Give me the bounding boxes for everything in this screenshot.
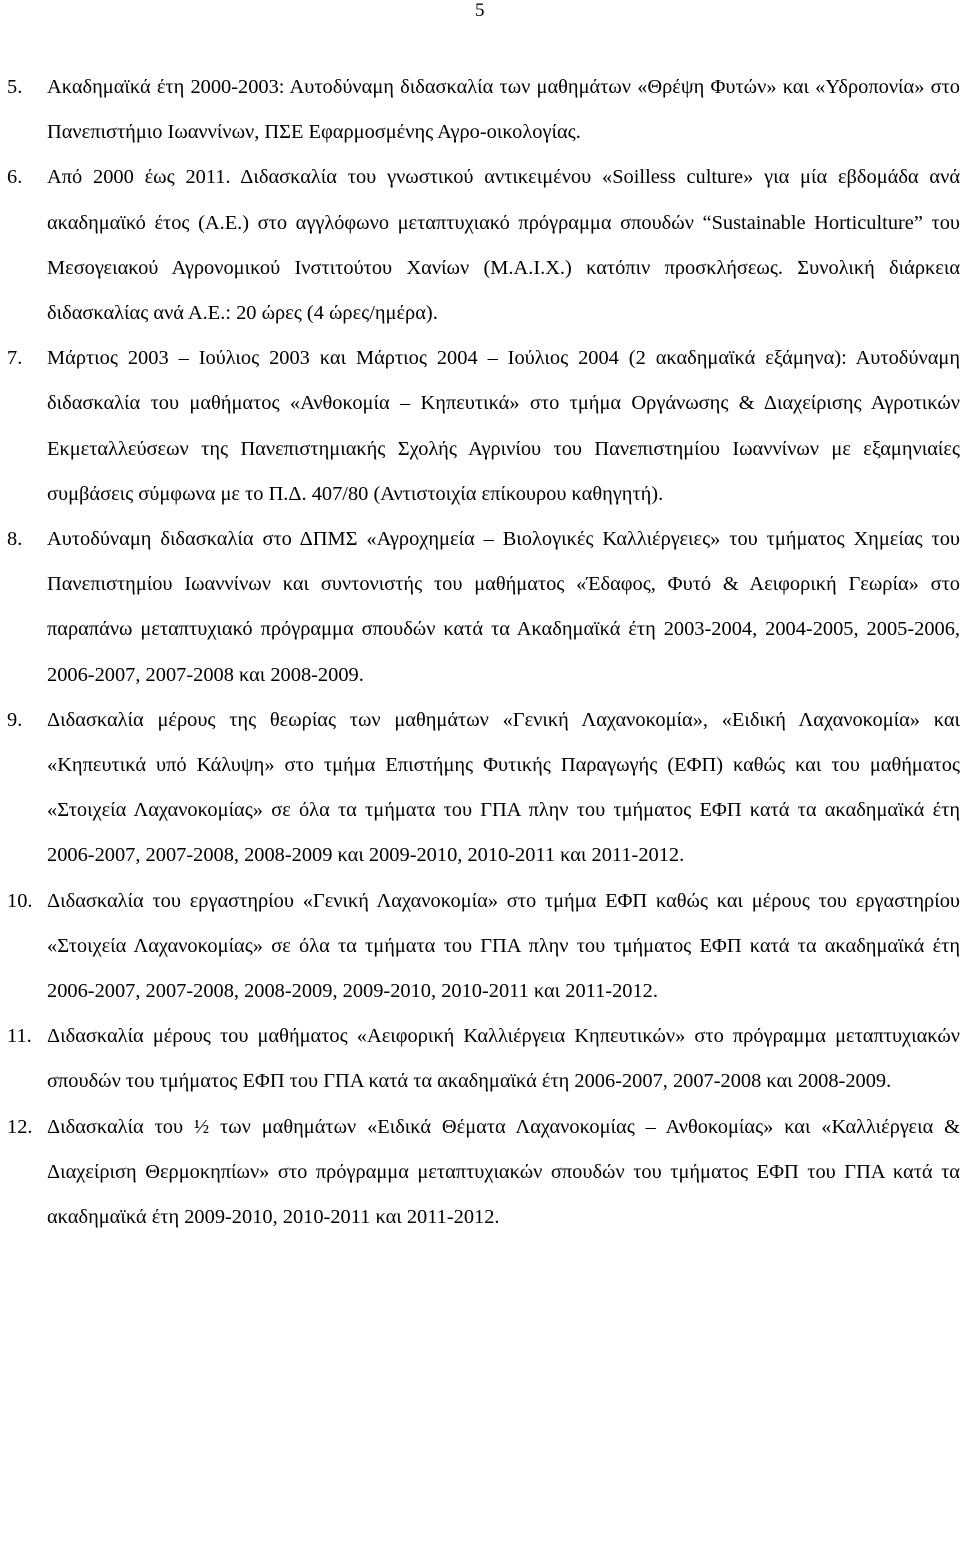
list-item-number: 12.: [7, 1115, 33, 1138]
list-item-text: Αυτοδύναμη διδασκαλία στο ΔΠΜΣ «Αγροχημεία – Βιολογικές Καλλιέργειες» του τμήματος Χημείας του Πανεπιστημίου Ιωαννίνων και συντονιστής του μαθήματος «Έδαφος, Φυτό & Αειφορική Γεωρία» στο παραπάνω μεταπτυχιακό πρόγραμμα σπουδών κατά τα Ακαδημαϊκά έτη 2003-2004, 2004-2005, 2005-2006, 2006-2007, 2007-2008 και 2008-2009.: [47, 528, 960, 686]
list-item: [0, 336, 960, 517]
list-item: [0, 65, 960, 155]
list-item-number: 7.: [7, 347, 23, 370]
list-item: [0, 1105, 960, 1241]
list-item-text: Διδασκαλία του ½ των μαθημάτων «Ειδικά Θέματα Λαχανοκομίας – Ανθοκομίας» και «Καλλιέργεια & Διαχείριση Θερμοκηπίων» στο πρόγραμμα μεταπτυχιακών σπουδών του τμήματος ΕΦΠ του ΓΠΑ κατά τα ακαδημαϊκά έτη 2009-2010, 2010-2011 και 2011-2012.: [47, 1115, 960, 1229]
list-item: [0, 698, 960, 879]
list-item-number: 11.: [7, 1025, 32, 1048]
list-item-text: Διδασκαλία μέρους της θεωρίας των μαθημάτων «Γενική Λαχανοκομία», «Ειδική Λαχανοκομία» και «Κηπευτικά υπό Κάλυψη» στο τμήμα Επιστήμης Φυτικής Παραγωγής (ΕΦΠ) καθώς και του μαθήματος «Στοιχεία Λαχανοκομίας» σε όλα τα τμήματα του ΓΠΑ πλην του τμήματος ΕΦΠ κατά τα ακαδημαϊκά έτη 2006-2007, 2007-2008, 2008-2009 και 2009-2010, 2010-2011 και 2011-2012.: [47, 708, 960, 867]
list-item-text: Ακαδημαϊκά έτη 2000-2003: Αυτοδύναμη διδασκαλία των μαθημάτων «Θρέψη Φυτών» και «Υδροπονία» στο Πανεπιστήμιο Ιωαννίνων, ΠΣΕ Εφαρμοσμένης Αγρο-οικολογίας.: [47, 76, 960, 144]
list-item-number: 9.: [7, 708, 23, 731]
list-item-text: Από 2000 έως 2011. Διδασκαλία του γνωστικού αντικειμένου «Soilless culture» για μία εβδομάδα ανά ακαδημαϊκό έτος (Α.Ε.) στο αγγλόφωνο μεταπτυχιακό πρόγραμμα σπουδών “Sustainable Horticulture” του Μεσογειακού Αγρονομικού Ινστιτούτου Χανίων (Μ.Α.Ι.Χ.) κατόπιν προσκλήσεως. Συνολική διάρκεια διδασκαλίας ανά Α.Ε.: 20 ώρες (4 ώρες/ημέρα).: [47, 166, 960, 325]
list-item: [0, 879, 960, 1015]
page-number: 5: [475, 0, 485, 21]
list-item-text: Διδασκαλία του εργαστηρίου «Γενική Λαχανοκομία» στο τμήμα ΕΦΠ καθώς και μέρους του εργαστηρίου «Στοιχεία Λαχανοκομίας» σε όλα τα τμήματα του ΓΠΑ πλην του τμήματος ΕΦΠ κατά τα ακαδημαϊκά έτη 2006-2007, 2007-2008, 2008-2009, 2009-2010, 2010-2011 και 2011-2012.: [47, 889, 960, 1003]
list-item-text: Διδασκαλία μέρους του μαθήματος «Αειφορική Καλλιέργεια Κηπευτικών» στο πρόγραμμα μεταπτυχιακών σπουδών του τμήματος ΕΦΠ του ΓΠΑ κατά τα ακαδημαϊκά έτη 2006-2007, 2007-2008 και 2008-2009.: [47, 1025, 960, 1093]
list-item: [0, 517, 960, 698]
list-item-number: 6.: [7, 166, 23, 189]
list-item: [0, 1014, 960, 1104]
list-item-text: Μάρτιος 2003 – Ιούλιος 2003 και Μάρτιος 2004 – Ιούλιος 2004 (2 ακαδημαϊκά εξάμηνα): Αυτοδύναμη διδασκαλία του μαθήματος «Ανθοκομία – Κηπευτικά» στο τμήμα Οργάνωσης & Διαχείρισης Αγροτικών Εκμεταλλεύσεων της Πανεπιστημιακής Σχολής Αγρινίου του Πανεπιστημίου Ιωαννίνων με εξαμηνιαίες συμβάσεις σύμφωνα με το Π.Δ. 407/80 (Αντιστοιχία επίκουρου καθηγητή).: [47, 347, 960, 505]
teaching-experience-list: [0, 65, 960, 1240]
list-item-number: 8.: [7, 528, 23, 551]
list-item-number: 5.: [7, 76, 23, 98]
list-item-number: 10.: [7, 889, 33, 912]
list-item: [0, 155, 960, 336]
